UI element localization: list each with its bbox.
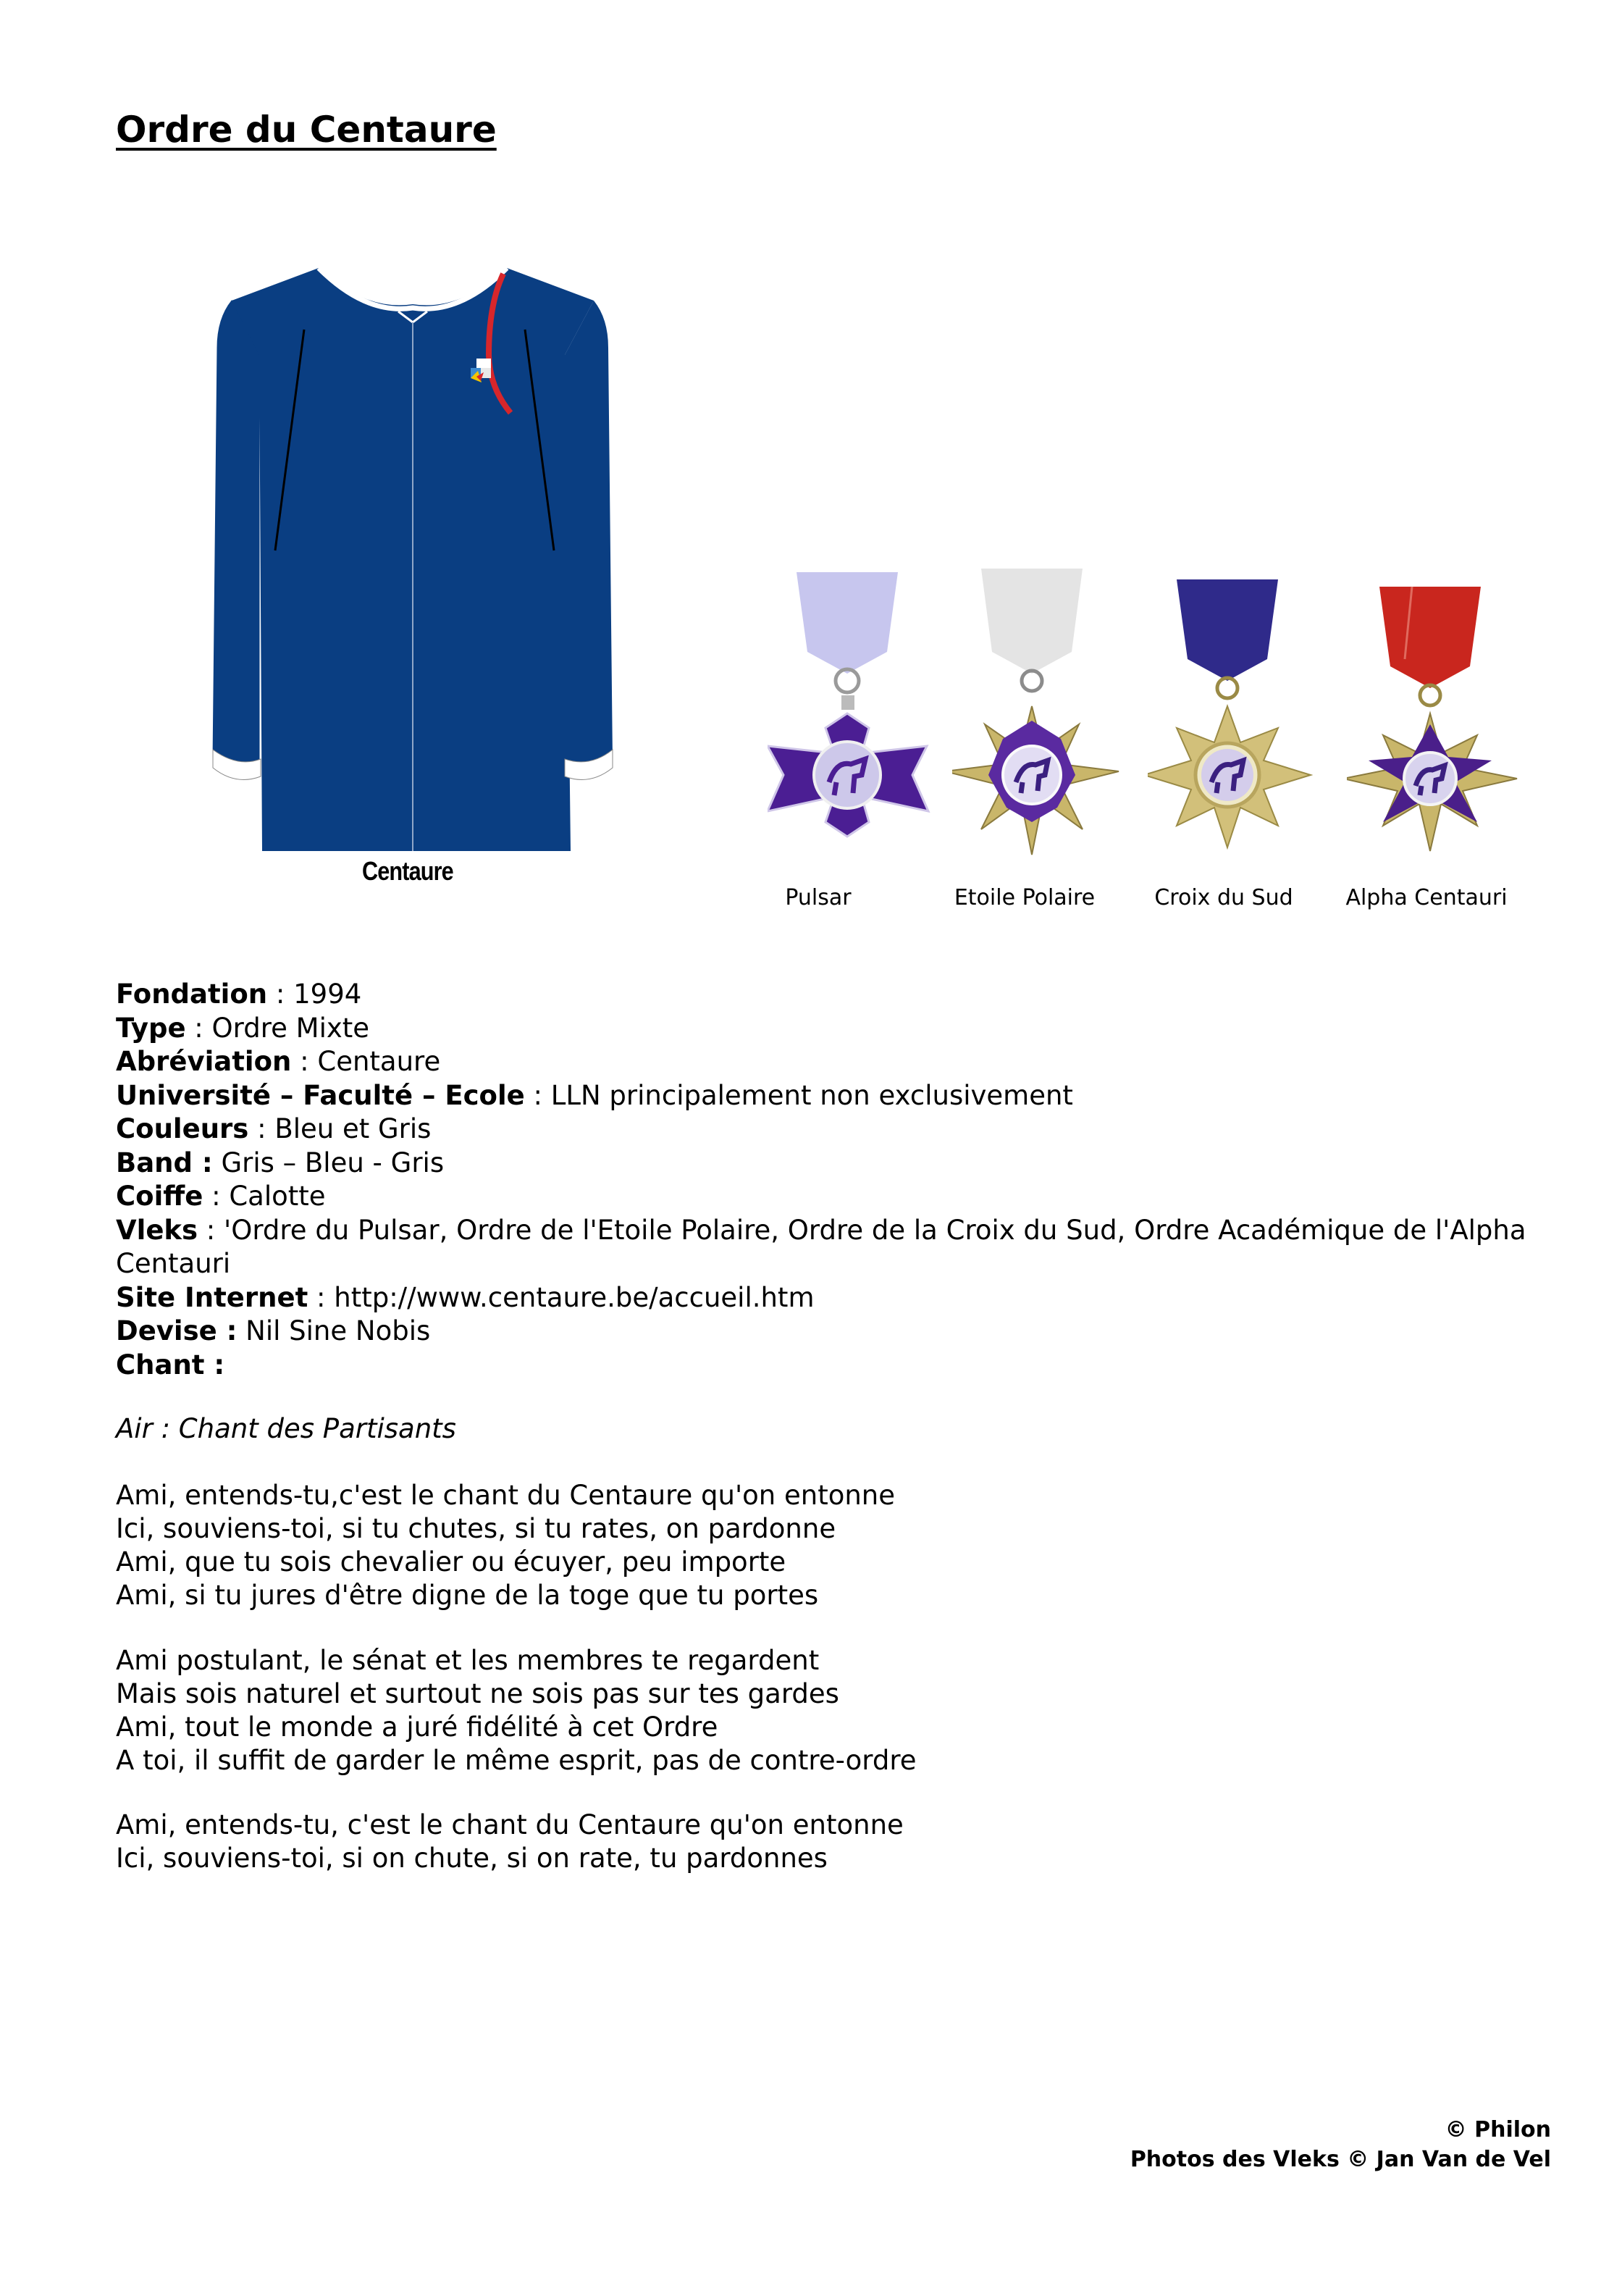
medal-caption-alpha-centauri: Alpha Centauri xyxy=(1345,885,1508,910)
gown-label: Centaure xyxy=(362,856,453,886)
gown-illustration xyxy=(203,261,623,898)
medal-etoile-polaire xyxy=(952,565,1140,884)
info-site: Site Internet : http://www.centaure.be/accueil.htm xyxy=(116,1281,815,1313)
medals-gallery xyxy=(753,565,1550,920)
song-stanza-3 xyxy=(116,1809,904,1875)
song-line: Mais sois naturel et surtout ne sois pas sur tes gardes xyxy=(116,1678,839,1709)
info-chant: Chant : xyxy=(116,1349,225,1380)
medal-pulsar xyxy=(768,565,956,884)
info-fondation: Fondation : 1994 xyxy=(116,979,362,1010)
info-vleks: Vleks : 'Ordre du Pulsar, Ordre de l'Etoile Polaire, Ordre de la Croix du Sud, Ordre Académique de l'Alpha Centauri xyxy=(116,1214,1526,1279)
song-line: Ami, tout le monde a juré fidélité à cet Ordre xyxy=(116,1711,718,1743)
song-line: Ici, souviens-toi, si tu chutes, si tu rates, on pardonne xyxy=(116,1513,836,1544)
song-line: Ami, si tu jures d'être digne de la toge que tu portes xyxy=(116,1580,819,1611)
medal-alpha-centauri xyxy=(1347,565,1535,884)
info-devise: Devise : Nil Sine Nobis xyxy=(116,1315,431,1346)
medal-caption-croix-du-sud: Croix du Sud xyxy=(1154,885,1293,910)
info-type: Type : Ordre Mixte xyxy=(116,1012,370,1044)
song-line: A toi, il suffit de garder le même esprit, pas de contre-ordre xyxy=(116,1745,917,1776)
song-line: Ami postulant, le sénat et les membres te regardent xyxy=(116,1645,820,1676)
info-coiffe: Coiffe : Calotte xyxy=(116,1181,326,1212)
credit-photos: Photos des Vleks © Jan Van de Vel xyxy=(1130,2147,1551,2172)
song-stanza-1 xyxy=(116,1479,895,1612)
credits xyxy=(1130,2115,1551,2174)
info-band: Band : Gris – Bleu - Gris xyxy=(116,1147,445,1178)
medal-caption-etoile-polaire: Etoile Polaire xyxy=(954,885,1096,910)
order-info xyxy=(116,978,1535,1382)
credit-author: © Philon xyxy=(1445,2117,1551,2142)
info-universite: Université – Faculté – Ecole : LLN principalement non exclusivement xyxy=(116,1079,1073,1111)
medal-caption-pulsar: Pulsar xyxy=(785,885,852,910)
song-line: Ami, entends-tu,c'est le chant du Centaure qu'on entonne xyxy=(116,1480,896,1511)
info-couleurs: Couleurs : Bleu et Gris xyxy=(116,1113,432,1144)
medal-croix-du-sud xyxy=(1148,565,1336,884)
song-line: Ami, entends-tu, c'est le chant du Centaure qu'on entonne xyxy=(116,1809,904,1840)
page-title: Ordre du Centaure xyxy=(116,109,497,151)
song-air: Air : Chant des Partisants xyxy=(116,1413,456,1444)
song-line: Ici, souviens-toi, si on chute, si on rate, tu pardonnes xyxy=(116,1843,828,1874)
info-abreviation: Abréviation : Centaure xyxy=(116,1046,441,1077)
song-stanza-2 xyxy=(116,1644,916,1777)
song-line: Ami, que tu sois chevalier ou écuyer, peu importe xyxy=(116,1546,786,1578)
